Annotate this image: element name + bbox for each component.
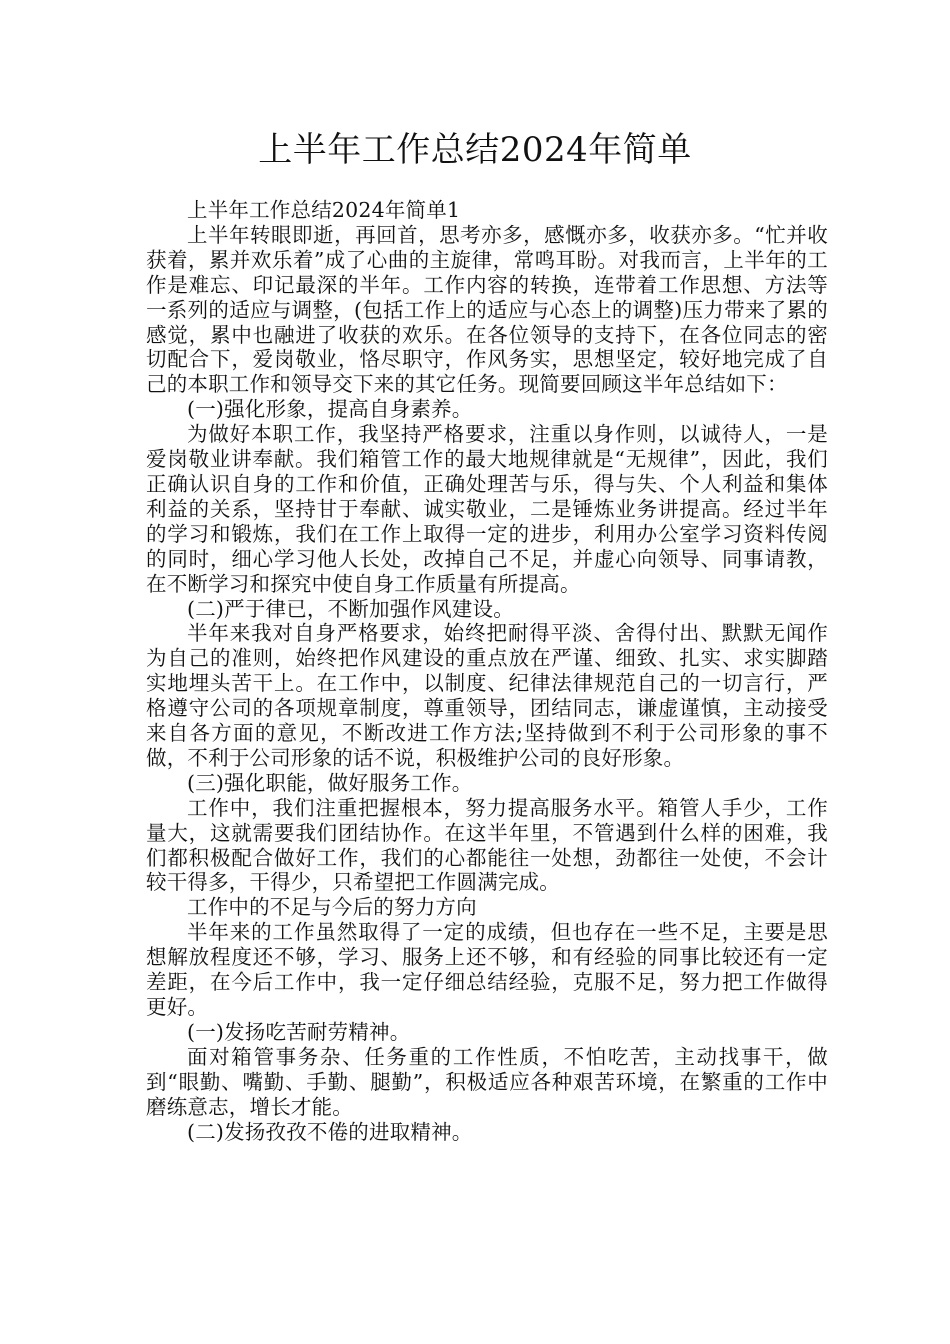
body-paragraph: 工作中，我们注重把握根本，努力提高服务水平。箱管人手少，工作量大，这就需要我们团结协作。在这半年里，不管遇到什么样的困难，我们都积极配合做好工作，我们的心都能往一处想，劲都往一处使，不会计较干得多，干得少，只希望把工作圆满完成。: [146, 795, 828, 895]
section-heading: (二)严于律已，不断加强作风建设。: [187, 596, 514, 621]
body-paragraph: 半年来我对自身严格要求，始终把耐得平淡、舍得付出、默默无闻作为自己的准则，始终把作风建设的重点放在严谨、细致、扎实、求实脚踏实地埋头苦干上。在工作中，以制度、纪律法律规范自己的一切言行，严格遵守公司的各项规章制度，尊重领导，团结同志，谦虚谨慎，主动接受来自各方面的意见，不断改进工作方法;坚持做到不利于公司形象的事不做，不利于公司形象的话不说，积极维护公司的良好形象。: [146, 621, 828, 770]
body-paragraph: 半年来的工作虽然取得了一定的成绩，但也存在一些不足，主要是思想解放程度还不够，学习、服务上还不够，和有经验的同事比较还有一定差距，在今后工作中，我一定仔细总结经验，克服不足，努力把工作做得更好。: [146, 920, 828, 1019]
section-heading: (一)强化形象，提高自身素养。: [187, 397, 473, 422]
document-body: [146, 198, 828, 1144]
section-heading: (二)发扬孜孜不倦的进取精神。: [187, 1119, 473, 1144]
body-paragraph: 上半年转眼即逝，再回首，思考亦多，感慨亦多，收获亦多。“忙并收获着，累并欢乐着”成了心曲的主旋律，常鸣耳盼。对我而言，上半年的工作是难忘、印记最深的半年。工作内容的转换，连带着工作思想、方法等一系列的适应与调整，(包括工作上的适应与心态上的调整)压力带来了累的感觉，累中也融进了收获的欢乐。在各位领导的支持下，在各位同志的密切配合下，爱岗敬业，恪尽职守，作风务实，思想坚定，较好地完成了自己的本职工作和领导交下来的其它任务。现简要回顾这半年总结如下：: [146, 222, 828, 397]
body-paragraph: 面对箱管事务杂、任务重的工作性质，不怕吃苦，主动找事干，做到“眼勤、嘴勤、手勤、腿勤”，积极适应各种艰苦环境，在繁重的工作中磨练意志，增长才能。: [146, 1044, 828, 1119]
section-heading: (三)强化职能，做好服务工作。: [187, 770, 473, 795]
section-heading: (一)发扬吃苦耐劳精神。: [187, 1019, 411, 1044]
section-heading: 上半年工作总结2024年简单1: [187, 198, 461, 222]
section-heading: 工作中的不足与今后的努力方向: [187, 895, 477, 920]
body-paragraph: 为做好本职工作，我坚持严格要求，注重以身作则，以诚待人，一是爱岗敬业讲奉献。我们箱管工作的最大地规律就是“无规律”，因此，我们正确认识自身的工作和价值，正确处理苦与乐，得与失、个人利益和集体利益的关系，坚持甘于奉献、诚实敬业，二是锤炼业务讲提高。经过半年的学习和锻炼，我们在工作上取得一定的进步，利用办公室学习资料传阅的同时，细心学习他人长处，改掉自己不足，并虚心向领导、同事请教，在不断学习和探究中使自身工作质量有所提高。: [146, 422, 828, 596]
page-title: 上半年工作总结2024年简单: [258, 130, 692, 170]
